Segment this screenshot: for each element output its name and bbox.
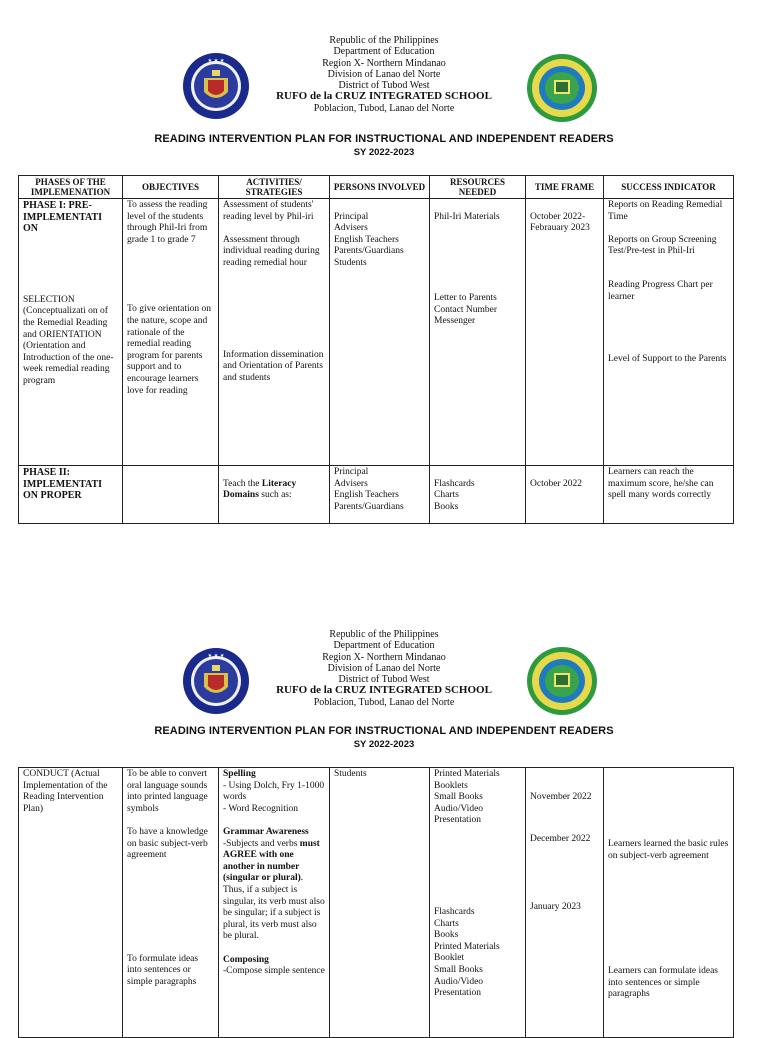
- header-line-republic: Republic of the Philippines: [329, 35, 439, 46]
- success-indicator-cell: [604, 466, 734, 524]
- persons-cell: [330, 466, 430, 524]
- document-title: [0, 133, 768, 158]
- objectives-cell: [123, 466, 219, 524]
- objective-text: To assess the reading level of the students through Phil-Iri from grade 1 to grade 7: [127, 200, 208, 245]
- header-line-deped: Department of Education: [333, 640, 435, 652]
- school-name: RUFO de la CRUZ INTEGRATED SCHOOL: [276, 90, 492, 103]
- success-text: Reports on Reading Remedial Time: [608, 200, 723, 222]
- header-line-deped: Department of Education: [333, 46, 435, 58]
- header-line-district: District of Tubod West: [338, 80, 430, 92]
- person-item: Students: [334, 769, 367, 779]
- svg-text:★ ★ ★: ★ ★ ★: [207, 653, 225, 659]
- person-item: English Teachers: [334, 490, 399, 501]
- header-line-district: District of Tubod West: [338, 674, 430, 686]
- time-frame-text: December 2022: [530, 833, 591, 844]
- phase-title: PHASE I: PRE-IMPLEMENTATI ON: [23, 200, 103, 235]
- time-frame-text: October 2022: [530, 478, 582, 489]
- phase-description: CONDUCT (Actual Implementation of the Reading Intervention Plan): [23, 769, 108, 814]
- resource-item: Flashcards: [434, 906, 475, 917]
- column-header: TIME FRAME: [526, 176, 604, 199]
- activity-text: -Subjects and verbs: [223, 838, 298, 849]
- school-year: SY 2022-2023: [353, 739, 415, 750]
- resources-cell: [430, 768, 526, 1038]
- intervention-plan-table: [18, 175, 734, 524]
- objective-text: To formulate ideas into sentences or simple paragraphs: [127, 953, 199, 987]
- header-line-division: Division of Lanao del Norte: [327, 68, 441, 80]
- activity-emphasis: must AGREE with one another in number (singular or plural): [223, 838, 320, 884]
- resource-item: Printed Materials: [434, 941, 500, 952]
- document-page-2: [0, 600, 768, 1024]
- school-address: Poblacion, Tubod, Lanao del Norte: [313, 102, 455, 114]
- table-header-row: [19, 176, 734, 199]
- person-item: Principal: [334, 211, 369, 222]
- objective-text: To have a knowledge on basic subject-verb agreement: [127, 826, 208, 861]
- activity-emphasis: Literacy Domains: [223, 478, 297, 501]
- time-frame-cell: [526, 199, 604, 466]
- header-line-division: Division of Lanao del Norte: [327, 662, 441, 674]
- resource-item: Books: [434, 501, 459, 512]
- activity-item: - Using Dolch, Fry 1-1000 words: [223, 780, 325, 803]
- activity-text: . Thus, if a subject is singular, its verb must also be singular; if a subject is plural, its verb must also be plural.: [223, 873, 325, 942]
- column-header: PHASES OF THE IMPLEMENATION: [19, 176, 123, 199]
- column-header: RESOURCES NEEDED: [430, 176, 526, 199]
- success-indicator-cell: [604, 768, 734, 1038]
- column-header: PERSONS INVOLVED: [330, 176, 430, 199]
- document-title: [0, 725, 768, 750]
- person-item: Parents/Guardians: [334, 246, 404, 257]
- resource-item: Phil-Iri Materials: [434, 211, 500, 222]
- phase-cell: [19, 466, 123, 524]
- activity-heading: Composing: [223, 954, 269, 965]
- time-frame-text: November 2022: [530, 792, 592, 802]
- time-frame-cell: [526, 466, 604, 524]
- school-address: Poblacion, Tubod, Lanao del Norte: [313, 696, 455, 708]
- letterhead: [0, 35, 768, 114]
- success-text: Reports on Group Screening Test/Pre-test in Phil-Iri: [608, 234, 717, 257]
- activity-item: - Word Recognition: [223, 803, 299, 814]
- resource-item: Booklets: [434, 780, 468, 791]
- time-frame-text: January 2023: [530, 902, 581, 913]
- person-item: Advisers: [334, 223, 368, 234]
- resource-item: Small Books: [434, 792, 483, 803]
- header-line-region: Region X- Northern Mindanao: [322, 651, 446, 663]
- success-text: Learners learned the basic rules on subject-verb agreement: [608, 839, 729, 861]
- person-item: Students: [334, 257, 367, 268]
- success-indicator-cell: [604, 199, 734, 466]
- resource-item: Contact Number: [434, 304, 498, 315]
- person-item: Principal: [334, 467, 369, 477]
- activity-text: Information dissemination and Orientation of Parents and students: [223, 349, 324, 383]
- activity-text: Assessment of students' reading level by Phil-iri: [223, 200, 314, 222]
- time-frame-cell: [526, 768, 604, 1038]
- objective-text: To be able to convert oral language sounds into printed language symbols: [127, 769, 208, 814]
- persons-cell: [330, 199, 430, 466]
- phase-description: SELECTION (Conceptualizati on of the Remedial Reading and ORIENTATION (Orientation and Introduction of the one-week remedial reading program: [23, 294, 114, 386]
- header-line-region: Region X- Northern Mindanao: [322, 57, 446, 69]
- activities-cell: [219, 768, 330, 1038]
- phase-cell: [19, 768, 123, 1038]
- resource-item: Messenger: [434, 316, 476, 327]
- success-text: Learners can reach the maximum score, he/she can spell many words correctly: [608, 467, 714, 501]
- success-text: Learners can formulate ideas into sentences or simple paragraphs: [608, 966, 718, 1000]
- objective-text: To give orientation on the nature, scope and rationale of the remedial reading program for parents support and to encourage learners love for reading: [127, 304, 212, 396]
- resource-item: Audio/Video Presentation: [434, 976, 484, 999]
- phase-title: PHASE II: IMPLEMENTATI ON PROPER: [23, 467, 103, 502]
- resource-item: Small Books: [434, 964, 483, 975]
- header-line-republic: Republic of the Philippines: [329, 629, 439, 640]
- time-frame-text: October 2022-Febrauary 2023: [530, 211, 590, 234]
- table-row: [19, 466, 734, 524]
- letterhead: [0, 629, 768, 708]
- objectives-cell: [123, 768, 219, 1038]
- school-year: SY 2022-2023: [353, 147, 415, 158]
- success-text: Reading Progress Chart per learner: [608, 279, 713, 302]
- activity-heading: Grammar Awareness: [223, 826, 309, 837]
- table-row: [19, 768, 734, 1038]
- persons-cell: [330, 768, 430, 1038]
- resource-item: Books: [434, 930, 459, 941]
- plan-title: READING INTERVENTION PLAN FOR INSTRUCTIONAL AND INDEPENDENT READERS: [154, 725, 614, 737]
- table-row: [19, 199, 734, 466]
- activities-cell: [219, 466, 330, 524]
- column-header: OBJECTIVES: [123, 176, 219, 199]
- activity-item: -Compose simple sentence: [223, 966, 325, 977]
- person-item: Parents/Guardians: [334, 501, 404, 512]
- column-header: ACTIVITIES/ STRATEGIES: [219, 176, 330, 199]
- resources-cell: [430, 466, 526, 524]
- activity-text: Assessment through individual reading during reading remedial hour: [223, 234, 320, 268]
- resource-item: Letter to Parents: [434, 293, 497, 304]
- resource-item: Audio/Video Presentation: [434, 803, 484, 826]
- resources-cell: [430, 199, 526, 466]
- resource-item: Flashcards: [434, 478, 475, 489]
- activity-text: Teach the: [223, 478, 262, 489]
- resource-item: Charts: [434, 490, 459, 501]
- resource-item: Printed Materials: [434, 769, 500, 779]
- phase-cell: [19, 199, 123, 466]
- plan-title: READING INTERVENTION PLAN FOR INSTRUCTIONAL AND INDEPENDENT READERS: [154, 133, 614, 145]
- column-header: SUCCESS INDICATOR: [604, 176, 734, 199]
- person-item: Advisers: [334, 478, 368, 489]
- school-name: RUFO de la CRUZ INTEGRATED SCHOOL: [276, 684, 492, 697]
- resource-item: Charts: [434, 918, 459, 929]
- activity-text: such as:: [258, 490, 292, 501]
- activities-cell: [219, 199, 330, 466]
- success-text: Level of Support to the Parents: [608, 354, 727, 365]
- svg-text:★ ★ ★: ★ ★ ★: [207, 58, 225, 64]
- activity-heading: Spelling: [223, 769, 256, 779]
- person-item: English Teachers: [334, 234, 399, 245]
- intervention-plan-table-continued: [18, 767, 734, 1038]
- school-seal-logo: [526, 53, 598, 123]
- resource-item: Booklet: [434, 953, 465, 964]
- objectives-cell: [123, 199, 219, 466]
- school-seal-logo: [526, 646, 598, 716]
